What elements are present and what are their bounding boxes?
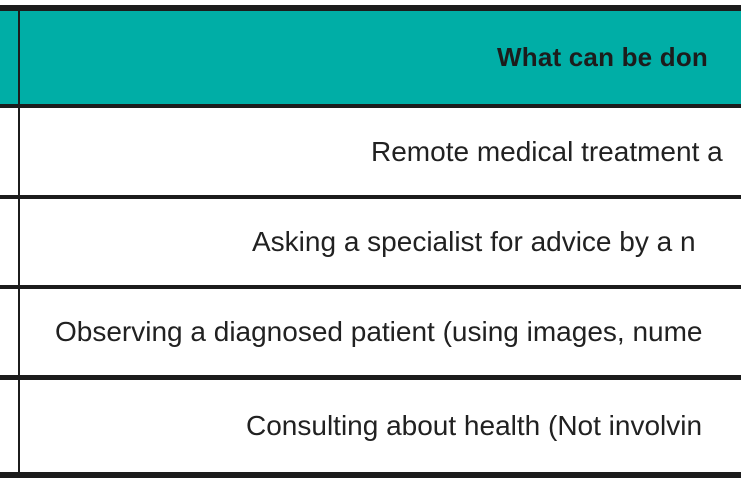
table-header-cell	[0, 11, 741, 104]
table-row	[0, 289, 741, 375]
table-row	[0, 108, 741, 195]
table-row-text: Consulting about health (Not involvin	[246, 410, 703, 441]
column-divider-line	[18, 5, 20, 478]
table-row-text: Asking a specialist for advice by a n	[252, 226, 696, 257]
table-row-text: Observing a diagnosed patient (using images, nume	[55, 316, 703, 347]
table-border-bottom	[0, 472, 741, 478]
table-row	[0, 199, 741, 285]
table-row-text: Remote medical treatment a	[371, 135, 723, 167]
table-row	[0, 380, 741, 472]
table-header-label: What can be don	[497, 42, 708, 72]
